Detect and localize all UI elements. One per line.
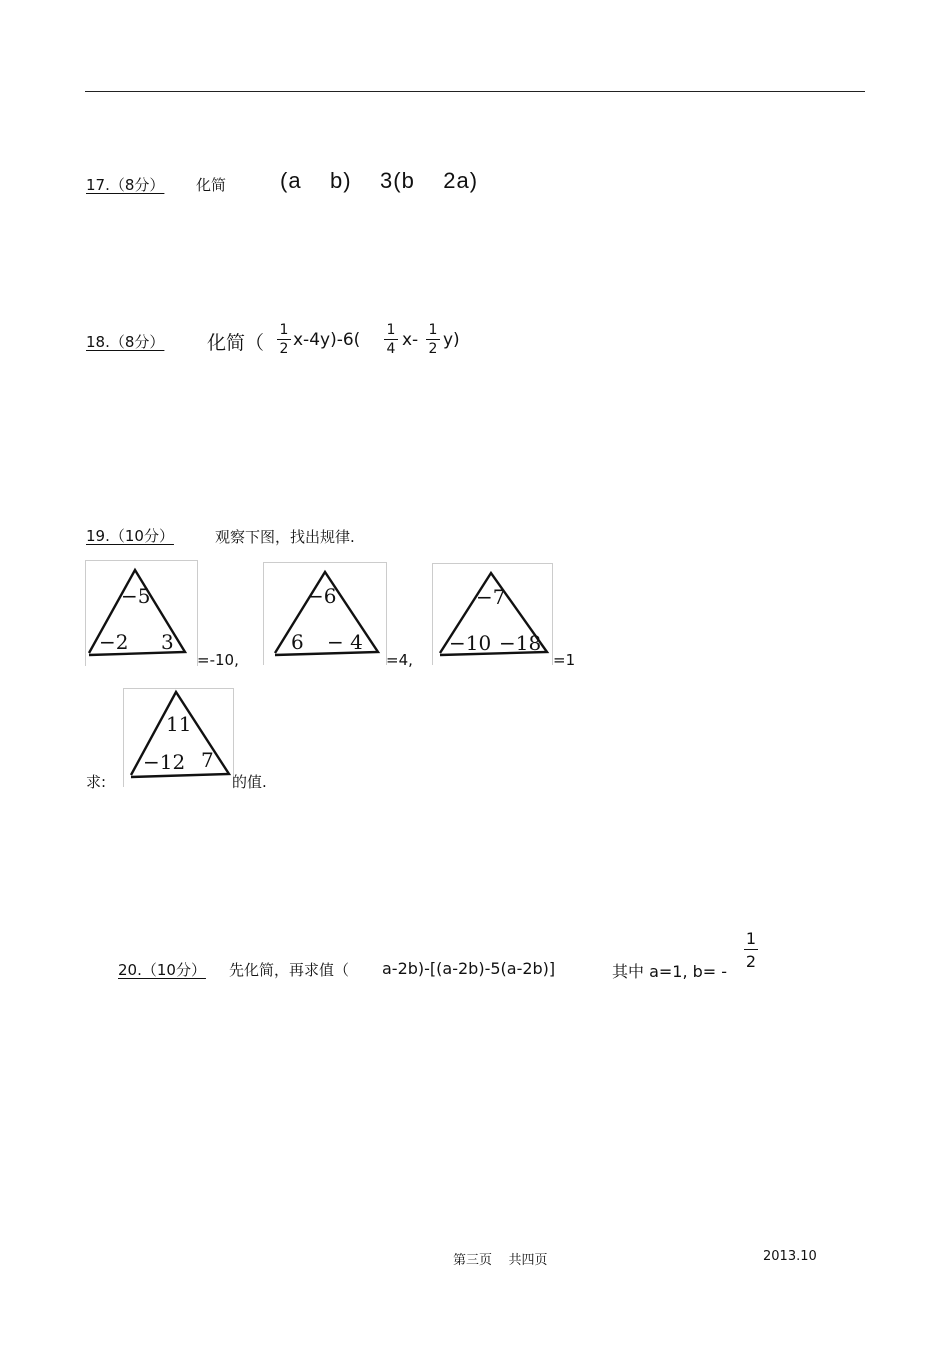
- q18-number: 18.（8分）: [86, 333, 165, 351]
- q19-number: 19.（10分）: [86, 527, 174, 545]
- q20-fraction: 1 2: [745, 929, 757, 971]
- triangle-figure-4: [123, 688, 234, 787]
- triangle-2-result: =4,: [386, 651, 413, 669]
- triangle-left-value: −12: [143, 750, 186, 774]
- q18-fraction-2: 1 4: [384, 322, 398, 357]
- triangle-figure-1: [85, 560, 198, 666]
- q17-expression: (a b) 3(b 2a): [280, 168, 479, 193]
- q18-part-1: x-4y)-6(: [293, 330, 361, 350]
- q18-fraction-3: 1 2: [426, 322, 440, 357]
- triangle-figure-3: [432, 563, 553, 665]
- triangle-shape: [263, 562, 387, 665]
- q20-instruction: 先化简，再求值（: [229, 961, 350, 979]
- q20-expression: a-2b)-[(a-2b)-5(a-2b)]: [382, 959, 556, 978]
- q20-number: 20.（10分）: [118, 961, 206, 979]
- triangle-top-value: 11: [166, 712, 192, 736]
- q18-fraction-1: 1 2: [277, 322, 291, 357]
- triangle-right-value: 7: [201, 748, 214, 772]
- page-footer: 第三页 共四页: [453, 1253, 548, 1268]
- triangle-figure-2: [263, 562, 387, 665]
- q18-instruction: 化简（: [207, 332, 265, 354]
- triangle-3-result: =1: [553, 651, 576, 669]
- triangle-4-result: 的值.: [232, 773, 267, 791]
- triangle-left-value: −2: [99, 630, 129, 654]
- q20-given-values: 其中 a=1, b= -: [612, 962, 728, 981]
- triangle-1-result: =-10,: [197, 651, 239, 669]
- footer-date: 2013.10: [763, 1249, 817, 1264]
- triangle-top-value: −5: [121, 584, 151, 608]
- triangle-top-value: −7: [476, 585, 506, 609]
- q18-part-2: x-: [402, 330, 419, 350]
- header-rule: [85, 91, 865, 92]
- q18-part-3: y): [443, 330, 460, 350]
- q19-ask-prefix: 求:: [86, 773, 107, 791]
- q19-instruction: 观察下图，找出规律.: [215, 528, 355, 546]
- q17-instruction: 化简: [196, 176, 227, 194]
- triangle-right-value: −18: [499, 631, 542, 655]
- triangle-right-value: − 4: [327, 630, 363, 654]
- q17-number: 17.（8分）: [86, 176, 165, 194]
- triangle-left-value: −10: [449, 631, 492, 655]
- triangle-top-value: −6: [307, 584, 337, 608]
- triangle-left-value: 6: [291, 630, 304, 654]
- triangle-right-value: 3: [161, 630, 174, 654]
